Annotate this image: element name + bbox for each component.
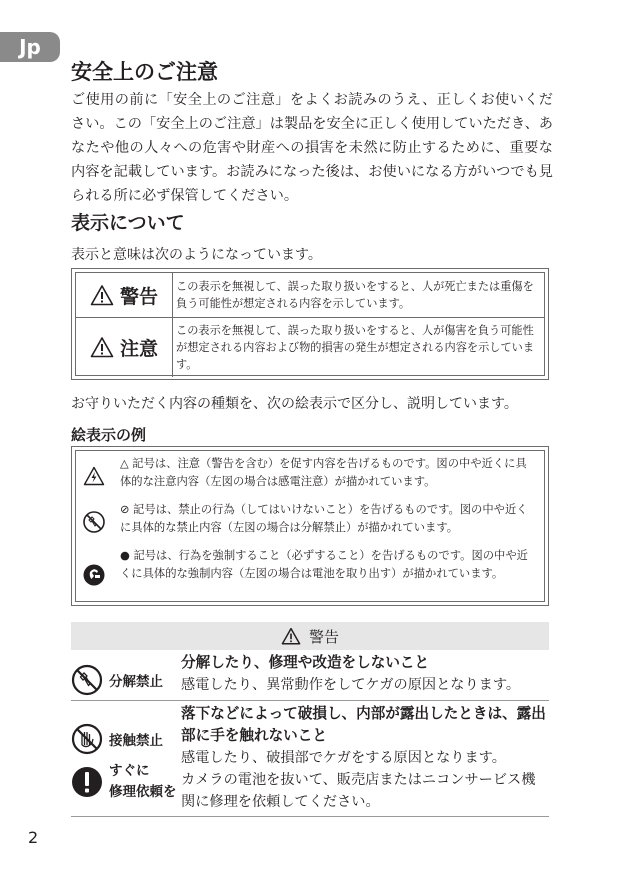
no-disassembly-icon — [76, 501, 112, 543]
warning-item-title: 分解したり、修理や改造をしないこと — [181, 654, 430, 671]
mandatory-exclamation-icon — [71, 766, 103, 798]
examples-table — [71, 446, 549, 606]
signal-description: この表示を無視して、誤った取り扱いをすると、人が傷害を負う可能性が想定される内容および物的損害の発生が想定される内容を示しています。 — [176, 323, 535, 371]
example-row — [76, 547, 544, 603]
prohibition-label-text: 分解禁止 — [109, 674, 163, 690]
display-section-heading: 表示について — [71, 212, 185, 234]
warning-section-header — [71, 622, 549, 650]
warning-item-body: 感電したり、異常動作をしてケガの原因となります。 — [181, 677, 521, 693]
prohibition-label — [71, 723, 163, 755]
example-text: ⊘ 記号は、禁止の行為（してはいけないこと）を告げるものです。図の中や近くに具体的な禁止内容（左図の場合は分解禁止）が描かれています。 — [120, 503, 528, 534]
example-row — [76, 455, 544, 497]
mandatory-label — [71, 761, 177, 803]
signal-word: 注意 — [119, 337, 158, 360]
signal-description: この表示を無視して、誤った取り扱いをすると、人が死亡または重傷を負う可能性が想定される内容を示しています。 — [176, 280, 534, 310]
signal-word: 警告 — [119, 285, 158, 308]
intro-paragraph: ご使用の前に「安全上のご注意」をよくお読みのうえ、正しくお使いください。この「安全上のご注意」は製品を安全に正しく使用していただき、あなたや他の人々への危害や財産への損害を未然に防止するために、重要な内容を記載しています。お読みになった後は、お使いになる方がいつでも見られる所に必ず保管してください。 — [71, 92, 553, 204]
signal-row-warning — [76, 273, 544, 318]
mandatory-label-text: すぐに — [109, 763, 150, 779]
page-number: 2 — [28, 828, 39, 847]
warning-triangle-icon — [90, 336, 114, 358]
no-touch-icon — [71, 723, 103, 755]
warning-item-title: 落下などによって破損し、内部が露出したときは、露出部に手を触れないこと — [181, 705, 546, 744]
electric-shock-warning-icon — [76, 455, 112, 497]
example-text: ● 記号は、行為を強制すること（必ずすること）を告げるものです。図の中や近くに具体的な強制内容（左図の場合は電池を取り出す）が描かれています。 — [120, 549, 528, 580]
prohibition-label-text: 接触禁止 — [109, 733, 163, 749]
warning-section-title: 警告 — [308, 627, 339, 646]
warning-item-body: 感電したり、破損部でケガをする原因となります。 — [181, 750, 506, 766]
warning-item — [71, 703, 549, 817]
signal-word-table — [71, 268, 549, 380]
no-disassembly-icon — [71, 664, 103, 696]
language-tab: Jp — [0, 32, 60, 62]
prohibition-label — [71, 664, 163, 696]
classify-paragraph: お守りいただく内容の種類を、次の絵表示で区分し、説明しています。 — [71, 396, 518, 412]
signal-row-caution — [76, 317, 544, 377]
warning-item-body: カメラの電池を抜いて、販売店またはニコンサービス機関に修理を依頼してください。 — [181, 772, 536, 810]
examples-heading: 絵表示の例 — [71, 426, 147, 444]
warning-item — [71, 652, 549, 701]
warning-triangle-icon — [90, 284, 114, 306]
example-text: △ 記号は、注意（警告を含む）を促す内容を告げるものです。図の中や近くに具体的な注意内容（左図の場合は感電注意）が描かれています。 — [120, 457, 527, 488]
warning-triangle-icon — [281, 627, 301, 645]
page-title: 安全上のご注意 — [71, 60, 218, 84]
display-section-intro: 表示と意味は次のようになっています。 — [71, 247, 322, 263]
remove-battery-icon — [76, 547, 112, 603]
example-row — [76, 501, 544, 543]
mandatory-label-text: 修理依頼を — [109, 784, 177, 800]
